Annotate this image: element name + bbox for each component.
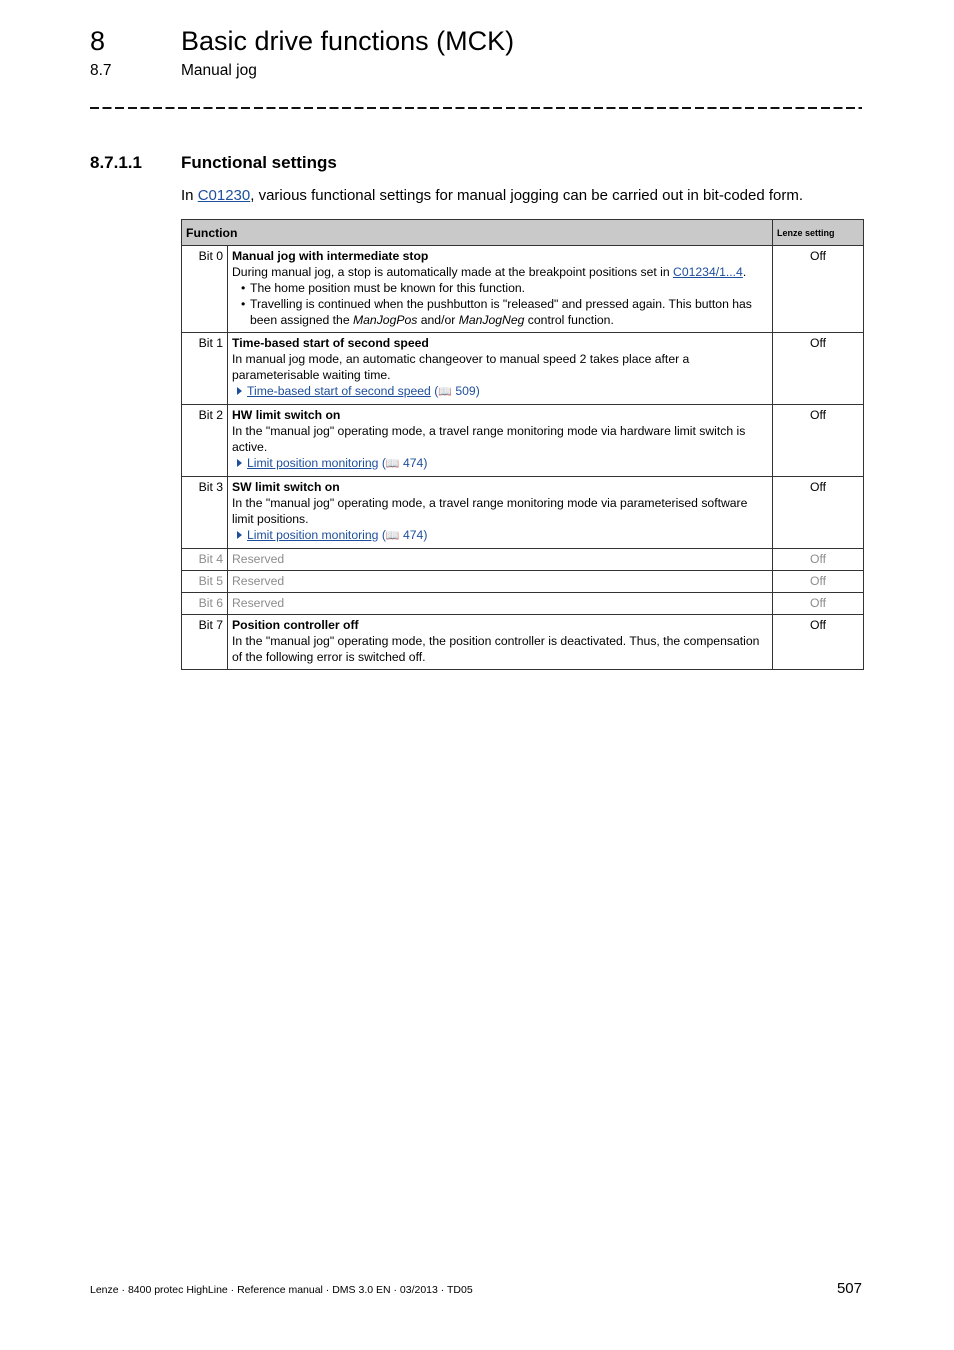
- section-title: Manual jog: [181, 62, 257, 79]
- table-row: [182, 246, 864, 333]
- table-header-row: [182, 220, 864, 246]
- bit-label: Bit 7: [182, 615, 228, 670]
- function-title: Position controller off: [232, 618, 359, 632]
- function-title: SW limit switch on: [232, 480, 340, 494]
- arrow-right-icon: [237, 459, 242, 467]
- bullet-text: control function.: [524, 313, 614, 327]
- bit-label: Bit 0: [182, 246, 228, 333]
- function-title: Time-based start of second speed: [232, 336, 429, 350]
- bit-label: Bit 1: [182, 333, 228, 405]
- function-description: [228, 405, 773, 477]
- table-row: [182, 615, 864, 670]
- dashed-divider: [90, 107, 862, 109]
- table-row: [182, 333, 864, 405]
- cross-reference: [232, 527, 768, 544]
- intro-paragraph: [181, 187, 803, 204]
- function-description: [228, 333, 773, 405]
- function-text-main: During manual jog, a stop is automatically made at the breakpoint positions set in: [232, 265, 670, 279]
- lenze-setting-value: Off: [773, 246, 864, 333]
- lenze-setting-value: Off: [773, 333, 864, 405]
- bit-label: Bit 4: [182, 549, 228, 571]
- table-row: [182, 405, 864, 477]
- table-row: [182, 477, 864, 549]
- function-text: In the "manual jog" operating mode, the position controller is deactivated. Thus, the compensation of the following error is switched off.: [232, 634, 760, 664]
- bit-label: Bit 6: [182, 593, 228, 615]
- page-number-ref: 474: [402, 456, 424, 470]
- bullet-text: Travelling is continued when the pushbutton is "released" and pressed again. This button has been assigned the: [250, 297, 752, 327]
- bullet-item: • The home position must be known for this function.: [250, 280, 768, 296]
- function-text: [232, 264, 768, 280]
- chapter-title: Basic drive functions (MCK): [181, 26, 515, 56]
- bit-label: Bit 3: [182, 477, 228, 549]
- manjogpos-term: ManJogPos: [353, 313, 418, 327]
- function-text: In manual jog mode, an automatic changeover to manual speed 2 takes place after a parameterisable waiting time.: [232, 352, 690, 382]
- arrow-right-icon: [237, 387, 242, 395]
- function-title: Manual jog with intermediate stop: [232, 249, 429, 263]
- page-number-ref: 509: [455, 384, 476, 398]
- c01230-link[interactable]: C01230: [197, 187, 251, 204]
- bullet-text: and/or: [417, 313, 459, 327]
- bullet-item: [250, 296, 768, 328]
- lenze-setting-value: Off: [773, 571, 864, 593]
- book-icon: 📖: [385, 458, 400, 470]
- page-reference[interactable]: (📖 509): [434, 384, 480, 398]
- lenze-setting-value: Off: [773, 477, 864, 549]
- lenze-setting-value: Off: [773, 615, 864, 670]
- function-title: HW limit switch on: [232, 408, 341, 422]
- section-number: 8.7: [90, 62, 112, 79]
- function-description: [228, 246, 773, 333]
- function-description: Reserved: [228, 571, 773, 593]
- subsection-number: 8.7.1.1: [90, 153, 142, 172]
- bit-label: Bit 5: [182, 571, 228, 593]
- function-text-end: .: [742, 265, 747, 279]
- bit-label: Bit 2: [182, 405, 228, 477]
- function-description: Reserved: [228, 549, 773, 571]
- function-description: [228, 477, 773, 549]
- function-text: In the "manual jog" operating mode, a travel range monitoring mode via hardware limit switch is active.: [232, 424, 746, 454]
- book-icon: 📖: [438, 386, 452, 398]
- bullet-list: [232, 280, 768, 328]
- function-description: Reserved: [228, 593, 773, 615]
- table-row: [182, 549, 864, 571]
- page-reference[interactable]: (📖 474): [381, 456, 428, 470]
- intro-suffix: , various functional settings for manual jogging can be carried out in bit-coded form.: [250, 187, 804, 204]
- function-description: [228, 615, 773, 670]
- intro-prefix: In: [181, 187, 198, 204]
- manjogneg-term: ManJogNeg: [458, 313, 525, 327]
- book-icon: 📖: [385, 530, 400, 542]
- page-reference[interactable]: (📖 474): [381, 528, 428, 542]
- c01234-link[interactable]: C01234/1...4: [673, 265, 743, 279]
- table-row: [182, 571, 864, 593]
- page-number-ref: 474: [402, 528, 424, 542]
- lenze-setting-value: Off: [773, 405, 864, 477]
- table-row: [182, 593, 864, 615]
- footer-text: Lenze · 8400 protec HighLine · Reference manual · DMS 3.0 EN · 03/2013 · TD05: [90, 1284, 473, 1296]
- lenze-setting-value: Off: [773, 549, 864, 571]
- header-function: Function: [182, 220, 773, 246]
- cross-reference: [232, 455, 768, 472]
- arrow-right-icon: [237, 531, 242, 539]
- cross-reference: [232, 383, 768, 400]
- limit-position-monitoring-link[interactable]: Limit position monitoring: [247, 456, 379, 470]
- subsection-title: Functional settings: [181, 153, 337, 172]
- functional-settings-table: [181, 219, 864, 670]
- function-text: In the "manual jog" operating mode, a travel range monitoring mode via parameterised software limit positions.: [232, 496, 748, 526]
- page-number: 507: [836, 1280, 862, 1297]
- limit-position-monitoring-link[interactable]: Limit position monitoring: [247, 528, 379, 542]
- lenze-setting-value: Off: [773, 593, 864, 615]
- header-lenze-setting: Lenze setting: [773, 220, 864, 246]
- time-based-start-link[interactable]: Time-based start of second speed: [247, 384, 431, 398]
- chapter-number: 8: [90, 26, 106, 56]
